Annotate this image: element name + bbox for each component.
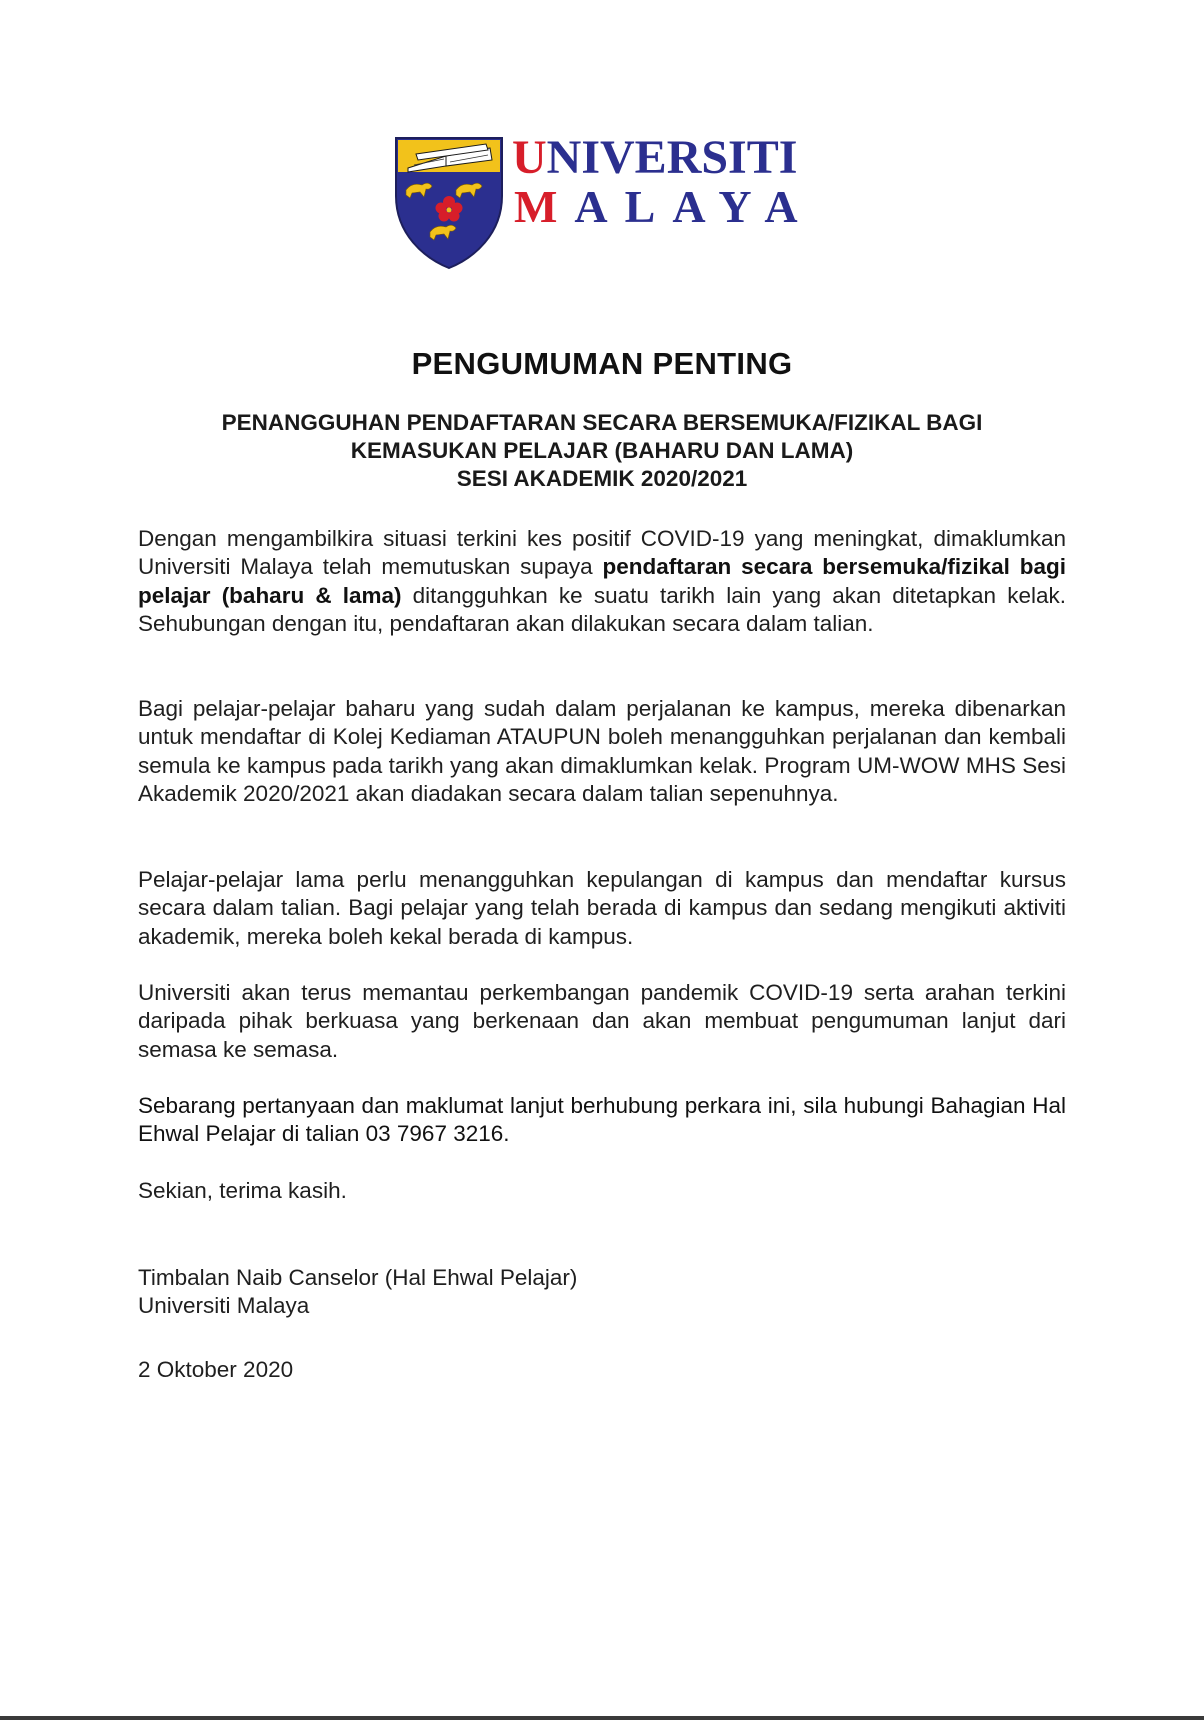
signature-organization: Universiti Malaya xyxy=(138,1293,310,1319)
wordmark-line-1: UNIVERSITI xyxy=(512,131,798,184)
university-logo xyxy=(394,131,815,270)
university-crest-icon xyxy=(394,134,504,270)
bottom-border xyxy=(0,1716,1204,1720)
paragraph-1 xyxy=(138,525,1066,639)
announcement-subtitle xyxy=(150,409,1054,493)
paragraph-1-emphasis: pendaftaran secara bersemuka/fizikal bagi pelajar (baharu & lama) xyxy=(138,554,1066,608)
subtitle-line: PENANGGUHAN PENDAFTARAN SECARA BERSEMUKA/FIZIKAL BAGI xyxy=(221,410,983,435)
signature-title: Timbalan Naib Canselor (Hal Ehwal Pelajar) xyxy=(138,1265,578,1290)
wordmark-line-2: MALAYA xyxy=(514,181,815,232)
paragraph-1-text-end: ditangguhkan ke suatu tarikh lain yang akan ditetapkan kelak. Sehubungan dengan itu, pendaftaran akan dilakukan secara dalam talian. xyxy=(138,582,1066,637)
subtitle-line: KEMASUKAN PELAJAR (BAHARU DAN LAMA) xyxy=(350,438,854,463)
signature-block xyxy=(138,1264,1066,1321)
page-title: PENGUMUMAN PENTING xyxy=(411,346,793,381)
paragraph-3: Pelajar-pelajar lama perlu menangguhkan kepulangan di kampus dan mendaftar kursus secara dalam talian. Bagi pelajar yang telah berada di kampus dan sedang mengikuti aktiviti akademik, mereka boleh kekal berada di kampus. xyxy=(138,867,1066,949)
university-wordmark xyxy=(512,131,815,234)
paragraph-2: Bagi pelajar-pelajar baharu yang sudah dalam perjalanan ke kampus, mereka dibenarkan untuk mendaftar di Kolej Kediaman ATAUPUN boleh menangguhkan perjalanan dan kembali semula ke kampus pada tarikh yang akan dimaklumkan kelak. Program UM-WOW MHS Sesi Akademik 2020/2021 akan diadakan secara dalam talian sepenuhnya. xyxy=(138,696,1066,807)
document-date: 2 Oktober 2020 xyxy=(138,1357,294,1382)
paragraph-1-text: Dengan mengambilkira situasi terkini kes positif COVID-19 yang meningkat, dimaklumkan Universiti Malaya telah memutuskan supaya xyxy=(138,526,1066,580)
paragraph-4: Universiti akan terus memantau perkembangan pandemik COVID-19 serta arahan terkini daripada pihak berkuasa yang berkenaan dan akan membuat pengumuman lanjut dari semasa ke semasa. xyxy=(138,980,1066,1062)
closing-line: Sekian, terima kasih. xyxy=(138,1178,347,1203)
subtitle-line: SESI AKADEMIK 2020/2021 xyxy=(456,466,748,491)
paragraph-5: Sebarang pertanyaan dan maklumat lanjut berhubung perkara ini, sila hubungi Bahagian Hal Ehwal Pelajar di talian 03 7967 3216. xyxy=(138,1093,1066,1147)
